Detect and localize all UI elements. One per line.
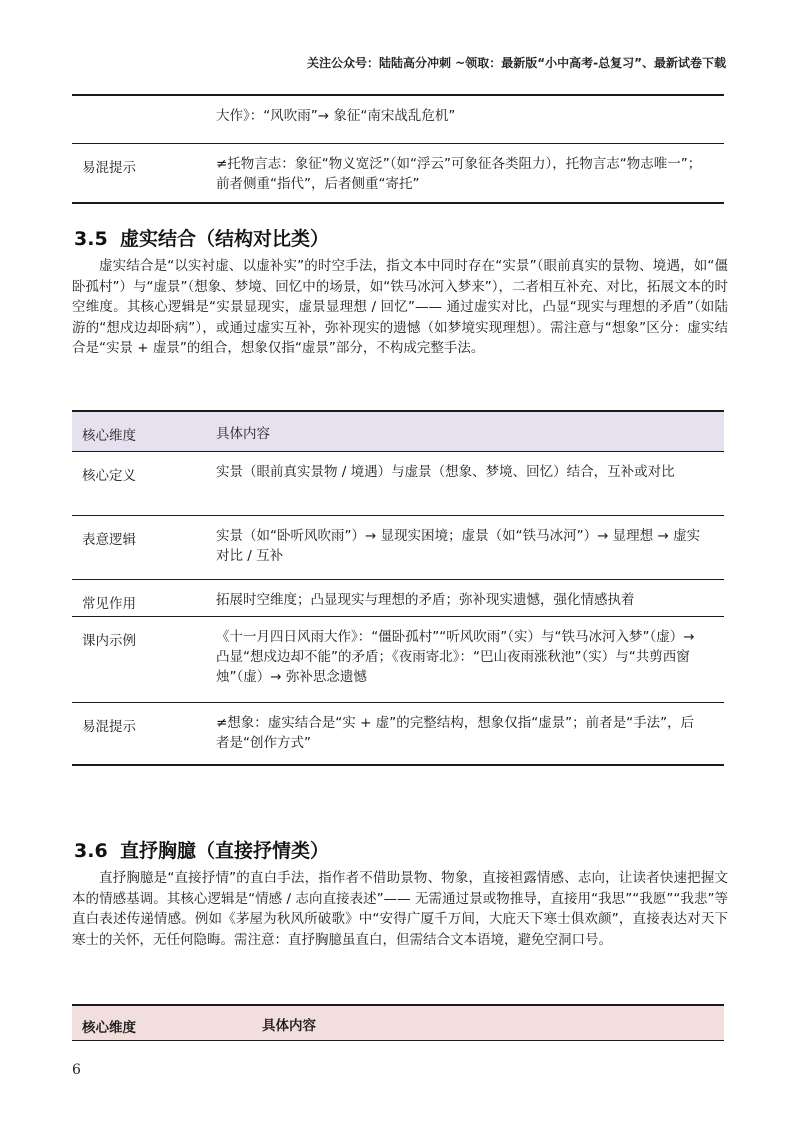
cell-label: 易混提示 (82, 160, 136, 176)
table-row (72, 703, 724, 766)
section-number: 3.5 (74, 228, 108, 250)
comparison-table (72, 410, 724, 766)
section-paragraph: 直抒胸臆是“直接抒情”的直白手法，指作者不借助景物、物象，直接袒露情感、志向，让读者快速把握文本的情感基调。其核心逻辑是“情感 / 志向直接表述”—— 无需通过景或物推导，直接用“我思”“我愿”“我悲”等直白表述传递情感。例如《茅屋为秋风所破歌》中“安得广厦千万间，大庇天下寒士俱欢颜”，直接表达对天下寒士的关怀，无任何隐晦。需注意：直抒胸臆虽直白，但需结合文本语境，避免空洞口号。 (72, 870, 728, 948)
table-row (72, 144, 724, 204)
header-note: 关注公众号：陆陆高分冲刺 ~领取：最新版“小中高考-总复习”、最新试卷下载 (307, 56, 726, 70)
cell-label: 表意逻辑 (82, 532, 136, 548)
header-col1: 核心维度 (82, 428, 136, 444)
section-heading-3-5 (74, 224, 329, 251)
table-header-row (72, 410, 724, 452)
cell-label: 易混提示 (82, 719, 136, 735)
cell-content: 实景（眼前真实景物 / 境遇）与虚景（想象、梦境、回忆）结合，互补或对比 (216, 464, 675, 480)
table-row (72, 94, 724, 144)
continued-table (72, 94, 724, 204)
cell-content: ≠想象：虚实结合是“实 + 虚”的完整结构，想象仅指“虚景”；前者是“手法”，后者是“创作方式” (216, 715, 695, 751)
cell-content: 拓展时空维度；凸显现实与理想的矛盾；弥补现实遗憾，强化情感执着 (216, 592, 635, 608)
header-col2: 具体内容 (262, 1018, 316, 1034)
cell-content: ≠托物言志：象征“物义宽泛”（如“浮云”可象征各类阻力），托物言志“物志唯一”；前者侧重“指代”，后者侧重“寄托” (216, 156, 702, 192)
table-row (72, 617, 724, 703)
section-heading-3-6 (74, 836, 329, 863)
table-row (72, 516, 724, 580)
page-number: 6 (72, 1062, 81, 1078)
header-col2: 具体内容 (216, 426, 270, 442)
cell-label: 核心定义 (82, 468, 136, 484)
section-number: 3.6 (74, 840, 108, 862)
cell-label: 课内示例 (82, 633, 136, 649)
section-title: 虚实结合（结构对比类） (120, 228, 330, 250)
section-paragraph: 虚实结合是“以实衬虚、以虚补实”的时空手法，指文本中同时存在“实景”（眼前真实的景物、境遇，如“僵卧孤村”）与“虚景”（想象、梦境、回忆中的场景，如“铁马冰河入梦来”），二者相互补充、对比，拓展文本的时空维度。其核心逻辑是“实景显现实，虚景显理想 / 回忆”—— 通过虚实对比，凸显“现实与理想的矛盾”（如陆游的“想戍边却卧病”），或通过虚实互补，弥补现实的遗憾（如梦境实现理想）。需注意与“想象”区分：虚实结合是“实景 + 虚景”的组合，想象仅指“虚景”部分，不构成完整手法。 (72, 258, 728, 356)
cell-content: 大作》：“风吹雨”→ 象征“南宋战乱危机” (216, 108, 456, 124)
cell-content: 《十一月四日风雨大作》：“僵卧孤村”“听风吹雨”（实）与“铁马冰河入梦”（虚）→ 凸显“想戍边却不能”的矛盾；《夜雨寄北》：“巴山夜雨涨秋池”（实）与“共剪西窗烛”（虚）→ 弥补思念遗憾 (216, 629, 695, 685)
section-title: 直抒胸臆（直接抒情类） (120, 840, 330, 862)
table-row (72, 452, 724, 516)
cell-label: 常见作用 (82, 596, 136, 612)
header-col1: 核心维度 (82, 1020, 136, 1036)
table-row (72, 580, 724, 617)
comparison-table-header (72, 1004, 724, 1041)
cell-content: 实景（如“卧听风吹雨”）→ 显现实困境；虚景（如“铁马冰河”）→ 显理想 → 虚实对比 / 互补 (216, 528, 701, 564)
